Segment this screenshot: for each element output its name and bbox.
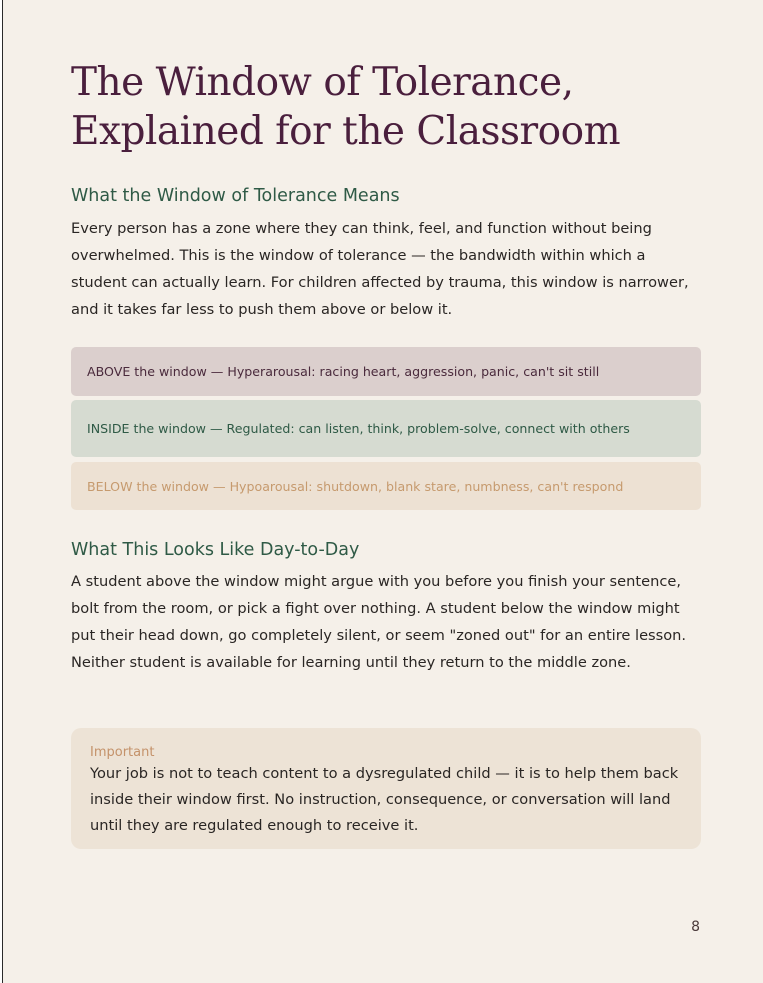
zone-below-band xyxy=(71,462,701,510)
callout-label: Important xyxy=(90,745,155,760)
callout-body: Your job is not to teach content to a dysregulated child — it is to help them back inside their window first. No instruction, consequence, or conversation will land until they are regulated enough to receive it. xyxy=(90,765,679,834)
document-page xyxy=(2,0,763,983)
zone-inside-description: Regulated: can listen, think, problem-solve, connect with others xyxy=(226,421,630,436)
zone-inside-label: INSIDE the window xyxy=(87,421,206,436)
zone-separator: — xyxy=(210,364,224,379)
section-heading-meaning: What the Window of Tolerance Means xyxy=(71,186,400,206)
section-body-day-to-day: A student above the window might argue with you before you finish your sentence, bolt from the room, or pick a fight over nothing. A student below the window might put their head down, go completely silent, or seem "zoned out" for an entire lesson. Neither student is available for learning until they return to the middle zone. xyxy=(71,573,687,671)
zone-above-band xyxy=(71,347,701,396)
zone-inside-band xyxy=(71,400,701,457)
section-body-meaning: Every person has a zone where they can think, feel, and function without being overwhelmed. This is the window of tolerance — the bandwidth within which a student can actually learn. For children affected by trauma, this window is narrower, and it takes far less to push them above or below it. xyxy=(71,220,689,318)
zone-below-description: Hypoarousal: shutdown, blank stare, numbness, can't respond xyxy=(229,478,624,494)
important-callout xyxy=(71,728,701,849)
zone-below-label: BELOW the window xyxy=(87,478,209,494)
page-title: The Window of Tolerance, Explained for the Classroom xyxy=(71,60,621,154)
zone-above-label: ABOVE the window xyxy=(87,364,207,379)
zone-above-description: Hyperarousal: racing heart, aggression, panic, can't sit still xyxy=(227,364,600,379)
page-number: 8 xyxy=(691,919,700,935)
section-heading-day-to-day: What This Looks Like Day-to-Day xyxy=(71,540,360,560)
zone-separator: — xyxy=(212,478,226,494)
zone-separator: — xyxy=(209,421,223,436)
